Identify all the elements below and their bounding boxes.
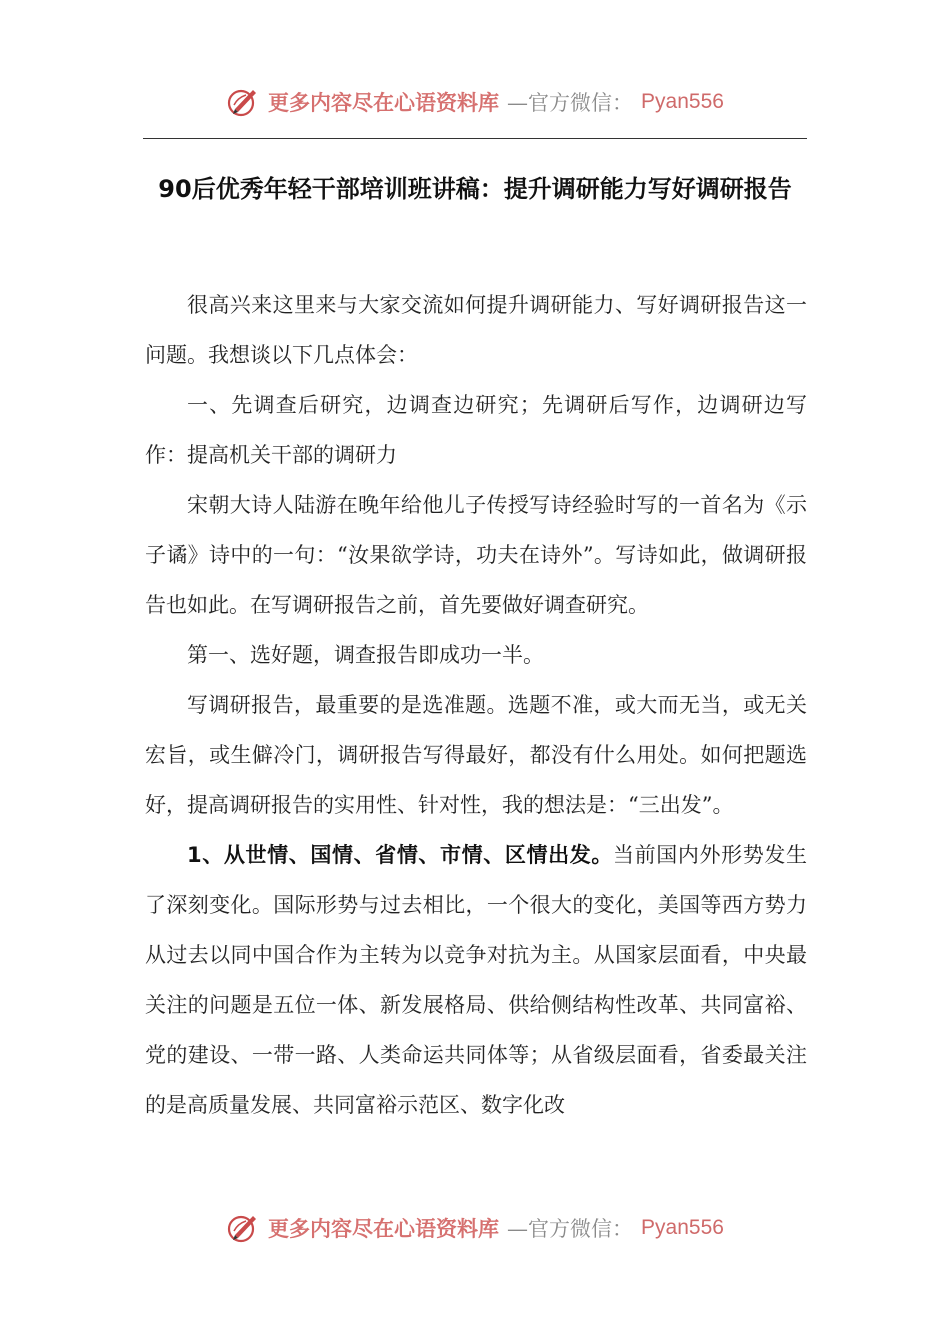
paragraph-text: 一、先调查后研究，边调查边研究；先调研后写作，边调研边写作：提高机关干部的调研力 xyxy=(145,393,807,467)
paragraph-text: 写调研报告，最重要的是选准题。选题不准，或大而无当，或无关宏旨，或生僻冷门，调研报告写得最好，都没有什么用处。如何把题选好，提高调研报告的实用性、针对性，我的想法是：“三出发”。 xyxy=(145,693,807,817)
pen-logo-icon xyxy=(226,1211,260,1245)
paragraph-text: 当前国内外形势发生了深刻变化。国际形势与过去相比，一个很大的变化，美国等西方势力从过去以同中国合作为主转为以竞争对抗为主。从国家层面看，中央最关注的问题是五位一体、新发展格局、供给侧结构性改革、共同富裕、党的建设、一带一路、人类命运共同体等；从省级层面看，省委最关注的是高质量发展、共同富裕示范区、数字化改 xyxy=(145,843,807,1117)
pen-logo-icon xyxy=(226,85,260,119)
paragraph-text: 很高兴来这里来与大家交流如何提升调研能力、写好调研报告这一问题。我想谈以下几点体会： xyxy=(145,293,807,367)
banner-brand-text: 更多内容尽在心语资料库 xyxy=(268,90,500,115)
paragraph-text: 宋朝大诗人陆游在晚年给他儿子传授写诗经验时写的一首名为《示子谲》诗中的一句：“汝果欲学诗，功夫在诗外”。写诗如此，做调研报告也如此。在写调研报告之前，首先要做好调查研究。 xyxy=(145,493,807,617)
paragraph-lu-you-quote xyxy=(145,480,807,630)
paragraph-text: 第一、选好题，调查报告即成功一半。 xyxy=(187,643,544,667)
footer-watermark-banner xyxy=(0,1208,950,1248)
banner-wechat-label: —官方微信： xyxy=(507,91,634,115)
paragraph-lead-bold: 1、从世情、国情、省情、市情、区情出发。 xyxy=(187,843,614,867)
paragraph-three-starting-points xyxy=(145,830,807,1130)
paragraph-section-one-heading xyxy=(145,380,807,480)
banner-wechat-id: Pyan556 xyxy=(641,90,724,113)
paragraph-topic-selection xyxy=(145,680,807,830)
paragraph-first-point xyxy=(145,630,807,680)
document-body xyxy=(145,280,807,1130)
header-watermark-banner xyxy=(0,82,950,122)
banner-wechat-id: Pyan556 xyxy=(641,1216,724,1239)
banner-wechat-label: —官方微信： xyxy=(507,1217,634,1241)
banner-brand-text: 更多内容尽在心语资料库 xyxy=(268,1216,500,1241)
header-divider xyxy=(143,138,807,139)
document-title: 90后优秀年轻干部培训班讲稿：提升调研能力写好调研报告 xyxy=(158,175,792,203)
paragraph-intro xyxy=(145,280,807,380)
